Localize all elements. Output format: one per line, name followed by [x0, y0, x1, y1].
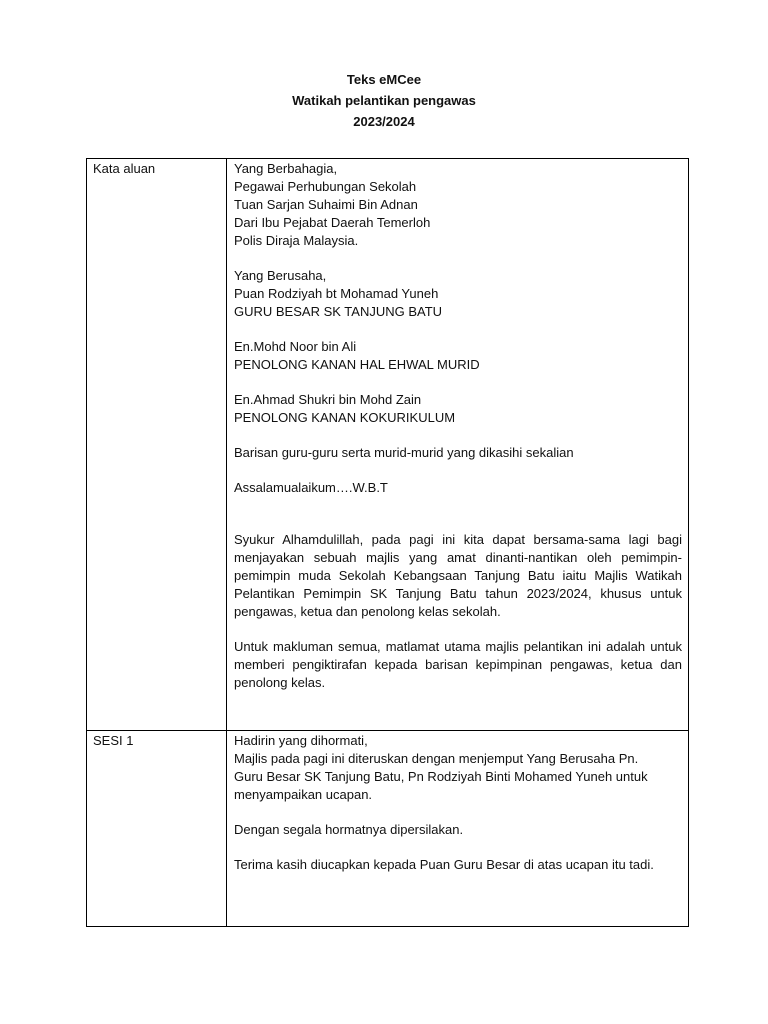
greeting-line: PENOLONG KANAN KOKURIKULUM [234, 410, 456, 425]
greeting-line: GURU BESAR SK TANJUNG BATU [234, 304, 443, 319]
greeting-line: Dari Ibu Pejabat Daerah Temerloh [234, 215, 431, 230]
thanks-line: Terima kasih diucapkan kepada Puan Guru Besar di atas ucapan itu tadi. [234, 857, 654, 872]
row-label-sesi-1 [87, 731, 227, 927]
row-label-kata-aluan [87, 159, 227, 731]
row-content-sesi-1 [227, 731, 689, 927]
salam-greeting: Assalamualaikum….W.B.T [234, 480, 388, 495]
greeting-line: Yang Berusaha, [234, 268, 327, 283]
greeting-line: En.Mohd Noor bin Ali [234, 339, 357, 354]
greeting-line: Tuan Sarjan Suhaimi Bin Adnan [234, 197, 418, 212]
greeting-line: PENOLONG KANAN HAL EHWAL MURID [234, 357, 480, 372]
document-title: Teks eMCee [346, 72, 422, 87]
document-header [0, 69, 768, 132]
document-subtitle: Watikah pelantikan pengawas [292, 93, 476, 108]
session-line: Guru Besar SK Tanjung Batu, Pn Rodziyah Binti Mohamed Yuneh untuk [234, 769, 648, 784]
table-row-kata-aluan [87, 159, 689, 731]
row-label-text: SESI 1 [93, 733, 134, 748]
session-line: Majlis pada pagi ini diteruskan dengan menjemput Yang Berusaha Pn. [234, 751, 639, 766]
table-row-sesi-1 [87, 731, 689, 927]
greeting-line: Pegawai Perhubungan Sekolah [234, 179, 417, 194]
invite-line: Dengan segala hormatnya dipersilakan. [234, 822, 464, 837]
row-label-text: Kata aluan [93, 161, 156, 176]
audience-greeting: Barisan guru-guru serta murid-murid yang dikasihi sekalian [234, 445, 574, 460]
greeting-line: Yang Berbahagia, [234, 161, 338, 176]
greeting-line: Polis Diraja Malaysia. [234, 233, 359, 248]
opening-paragraph: Syukur Alhamdulillah, pada pagi ini kita dapat bersama-sama lagi bagi menjayakan sebuah majlis yang amat dinanti-nantikan oleh pemimpin-pemimpin muda Sekolah Kebangsaan Tanjung Batu iaitu Majlis Watikah Pelantikan Pemimpin SK Tanjung Batu tahun 2023/2024, khusus untuk pengawas, ketua dan penolong kelas sekolah. [234, 532, 682, 619]
session-line: menyampaikan ucapan. [234, 787, 373, 802]
script-table [86, 158, 689, 927]
greeting-line: En.Ahmad Shukri bin Mohd Zain [234, 392, 422, 407]
session-line: Hadirin yang dihormati, [234, 733, 368, 748]
purpose-paragraph: Untuk makluman semua, matlamat utama majlis pelantikan ini adalah untuk memberi pengiktirafan kepada barisan kepimpinan pengawas, ketua dan penolong kelas. [234, 639, 682, 690]
row-content-kata-aluan [227, 159, 689, 731]
greeting-line: Puan Rodziyah bt Mohamad Yuneh [234, 286, 439, 301]
document-year: 2023/2024 [353, 114, 415, 129]
